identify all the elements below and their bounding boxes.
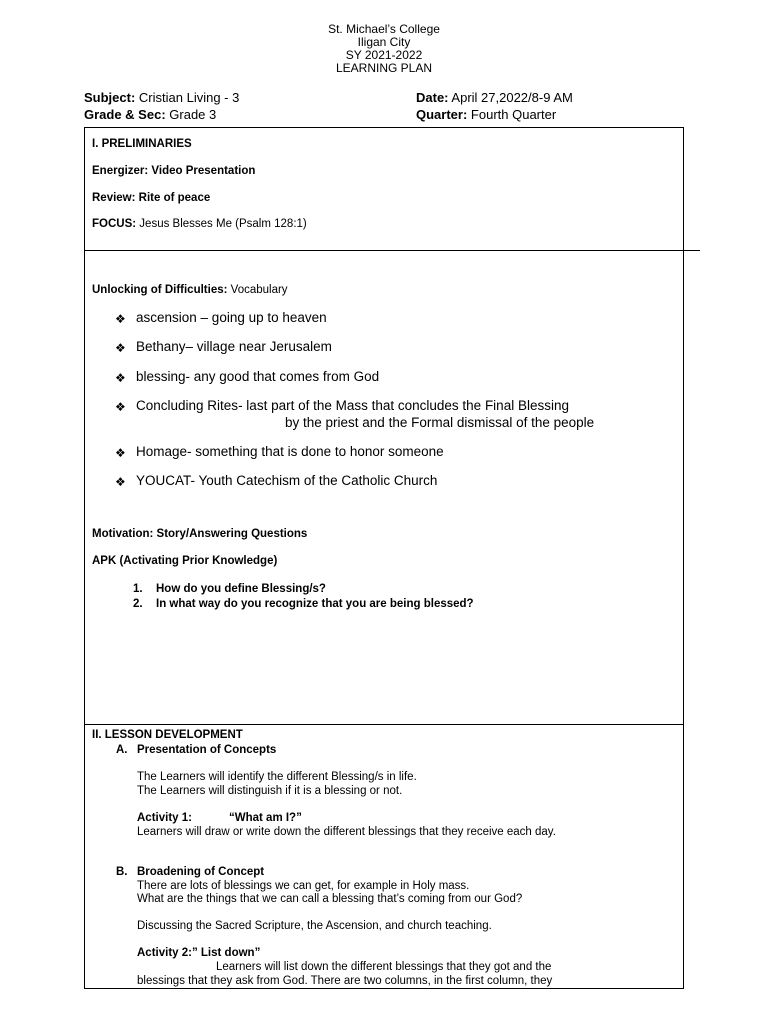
activity-2-description: Learners will list down the different blessings that they got and the (216, 961, 552, 973)
date-line (416, 90, 573, 105)
vocab-term: ascension (136, 310, 197, 325)
bullet-icon: ❖ (115, 475, 126, 489)
vocab-item (136, 310, 327, 325)
vocab-def: – village near Jerusalem (185, 339, 332, 354)
grade-line (84, 107, 216, 122)
school-name: St. Michael’s College (328, 22, 440, 36)
motivation-line: Motivation: Story/Answering Questions (92, 528, 308, 540)
paragraph: Discussing the Sacred Scripture, the Ascension, and church teaching. (137, 920, 492, 932)
bullet-icon: ❖ (115, 446, 126, 460)
subject-label: Subject: (84, 90, 136, 105)
subject-line (84, 90, 239, 105)
subject-value: Cristian Living - 3 (138, 90, 240, 105)
energizer-line: Energizer: Video Presentation (92, 165, 256, 177)
apk-question: How do you define Blessing/s? (156, 583, 326, 595)
focus-line (92, 218, 307, 230)
city: Iligan City (357, 35, 411, 49)
section-a-heading: Presentation of Concepts (137, 744, 277, 756)
apk-heading: APK (Activating Prior Knowledge) (92, 555, 278, 567)
focus-value: Jesus Blesses Me (Psalm 128:1) (139, 218, 307, 230)
doc-title: LEARNING PLAN (335, 61, 433, 75)
vocab-def: – going up to heaven (196, 310, 327, 325)
quarter-label: Quarter: (416, 107, 468, 122)
activity-2-label: Activity 2:” List down” (137, 947, 261, 959)
activity-2-description: blessings that they ask from God. There are two columns, in the first column, they (137, 975, 553, 987)
bullet-icon: ❖ (115, 371, 126, 385)
vocab-item (136, 473, 437, 488)
focus-label: FOCUS: (92, 218, 137, 230)
vocab-def: - Youth Catechism of the Catholic Church (190, 473, 438, 488)
vocab-term: Concluding Rites (136, 398, 239, 413)
vocab-term: blessing (136, 369, 186, 384)
vocab-item (136, 339, 332, 354)
bullet-icon: ❖ (115, 400, 126, 414)
activity-1-label: Activity 1: (137, 812, 192, 824)
paragraph: The Learners will distinguish if it is a blessing or not. (137, 785, 403, 797)
apk-question: In what way do you recognize that you are being blessed? (156, 598, 474, 610)
vocab-def-continued: by the priest and the Formal dismissal of the people (285, 415, 595, 430)
vocab-term: YOUCAT (136, 473, 191, 488)
date-label: Date: (416, 90, 449, 105)
review-line: Review: Rite of peace (92, 192, 211, 204)
quarter-line (416, 107, 556, 122)
preliminaries-heading: I. PRELIMINARIES (92, 138, 192, 150)
date-value: April 27,2022/8-9 AM (451, 90, 573, 105)
quarter-value: Fourth Quarter (470, 107, 557, 122)
apk-question-number: 2. (133, 598, 143, 610)
section-divider (84, 250, 700, 251)
paragraph: The Learners will identify the different Blessing/s in life. (137, 771, 417, 783)
activity-1-description: Learners will draw or write down the different blessings that they receive each day. (137, 826, 556, 838)
grade-value: Grade 3 (169, 107, 217, 122)
activity-1-title: “What am I?” (229, 812, 302, 824)
paragraph: What are the things that we can call a blessing that’s coming from our God? (137, 893, 523, 905)
vocab-item (136, 369, 379, 384)
school-year: SY 2021-2022 (345, 48, 423, 62)
lesson-heading: II. LESSON DEVELOPMENT (92, 729, 243, 741)
vocab-item (136, 398, 569, 413)
section-a-marker: A. (116, 744, 128, 756)
vocab-def: - any good that comes from God (185, 369, 380, 384)
vocab-term: Homage (136, 444, 188, 459)
vocab-def: - last part of the Mass that concludes the Final Blessing (238, 398, 569, 413)
section-b-heading: Broadening of Concept (137, 866, 265, 878)
grade-label: Grade & Sec: (84, 107, 166, 122)
section-b-marker: B. (116, 866, 128, 878)
unlocking-label: Unlocking of Difficulties: (92, 284, 228, 296)
vocab-item (136, 444, 444, 459)
unlocking-line (92, 284, 288, 296)
vocab-def: - something that is done to honor someone (187, 444, 444, 459)
bullet-icon: ❖ (115, 341, 126, 355)
apk-question-number: 1. (133, 583, 143, 595)
unlocking-value: Vocabulary (230, 284, 288, 296)
paragraph: There are lots of blessings we can get, for example in Holy mass. (137, 880, 470, 892)
bullet-icon: ❖ (115, 312, 126, 326)
vocab-term: Bethany (136, 339, 186, 354)
